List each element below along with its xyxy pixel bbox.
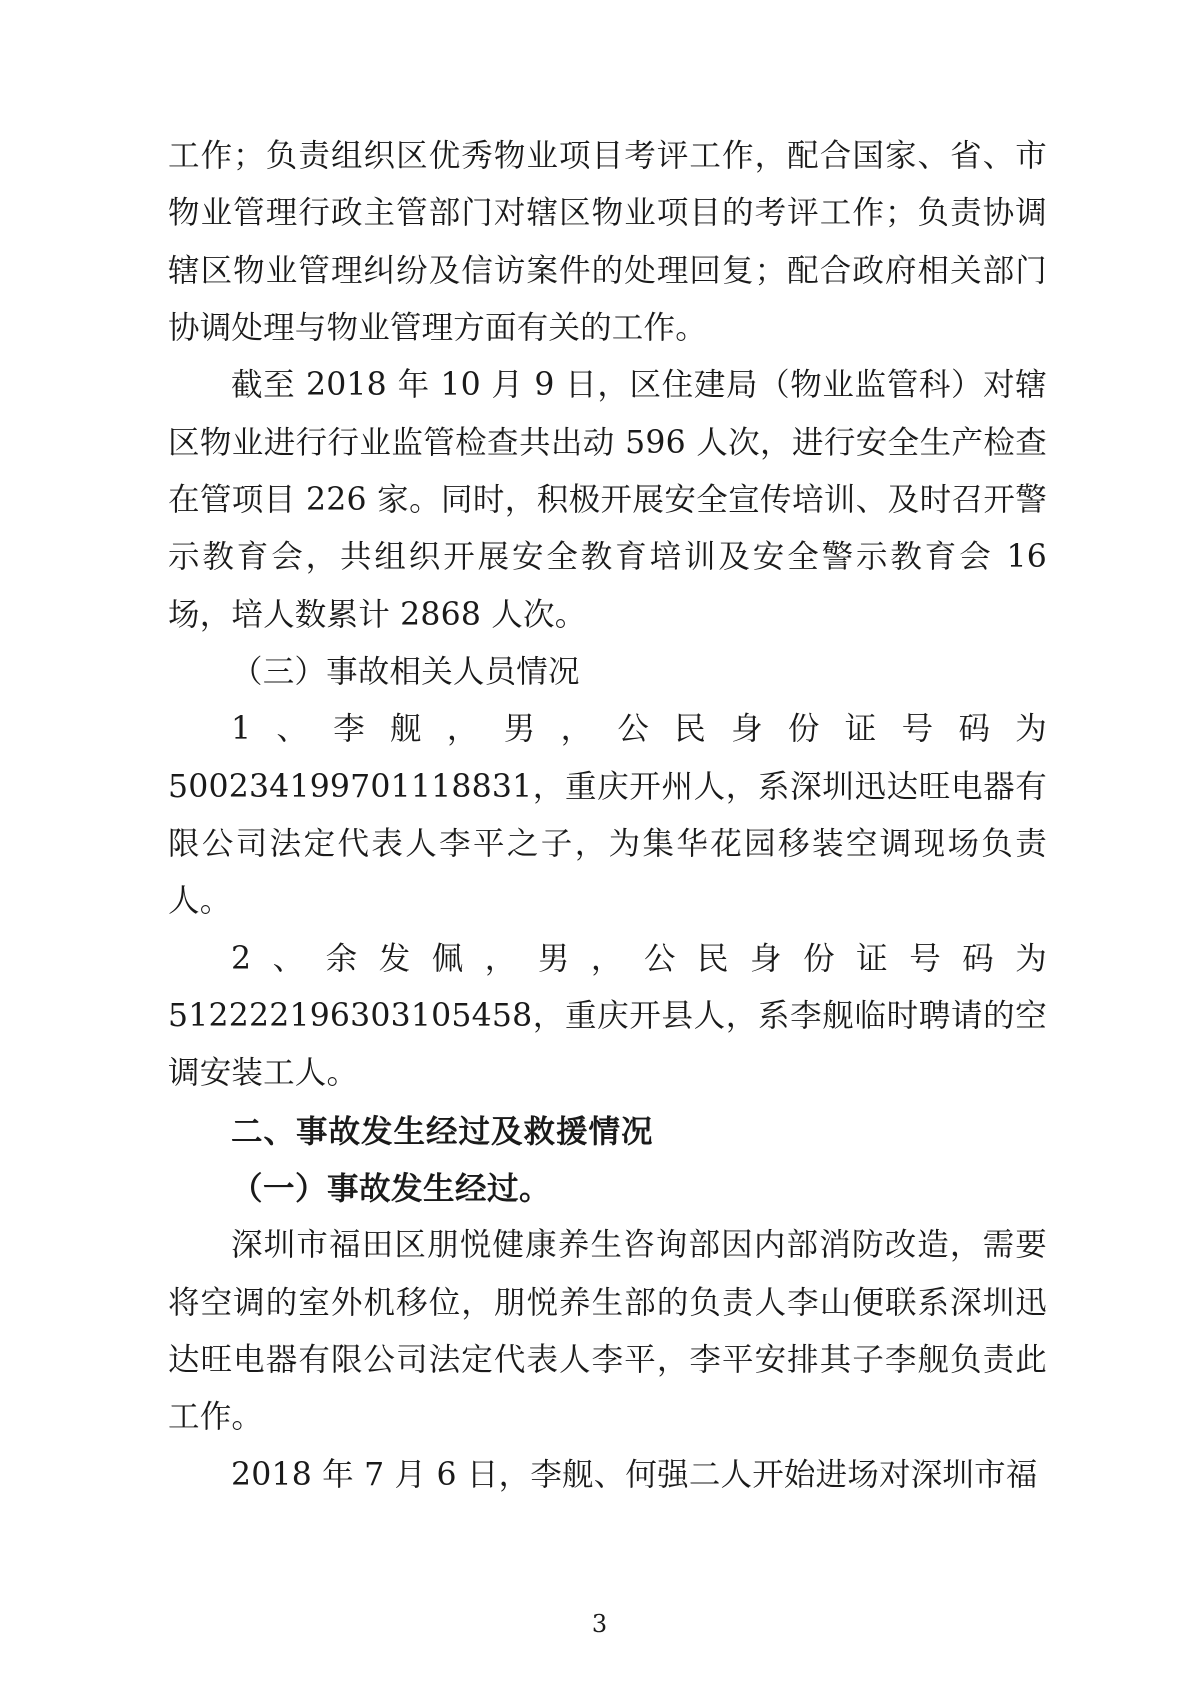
paragraph-accident-background: 深圳市福田区朋悦健康养生咨询部因内部消防改造，需要将空调的室外机移位，朋悦养生部的负责人李山便联系深圳迅达旺电器有限公司法定代表人李平，李平安排其子李舰负责此工作。 bbox=[168, 1227, 1047, 1436]
paragraph-person-1: 1、李舰，男，公民身份证号码为 500234199701118831，重庆开州人，系深圳迅达旺电器有限公司法定代表人李平之子，为集华花园移装空调现场负责人。 bbox=[168, 711, 1047, 920]
page-number: 3 bbox=[591, 1610, 608, 1638]
paragraph-supervision-statistics: 截至 2018 年 10 月 9 日，区住建局（物业监管科）对辖区物业进行行业监管检查共出动 596 人次，进行安全生产检查在管项目 226 家。同时，积极开展安全宣传培训、及时召开警示教育会，共组织开展安全教育培训及安全警示教育会 16 场，培人数累计 2868 人次。 bbox=[168, 367, 1047, 633]
paragraph-section-three-title: （三）事故相关人员情况 bbox=[231, 653, 580, 690]
document-body bbox=[168, 128, 1047, 1504]
subheading-section-two-one: （一）事故发生经过。 bbox=[231, 1169, 552, 1207]
heading-section-two: 二、事故发生经过及救援情况 bbox=[231, 1112, 654, 1150]
paragraph-duties-continued: 工作；负责组织区优秀物业项目考评工作，配合国家、省、市物业管理行政主管部门对辖区物业项目的考评工作；负责协调辖区物业管理纠纷及信访案件的处理回复；配合政府相关部门协调处理与物业管理方面有关的工作。 bbox=[168, 138, 1047, 346]
paragraph-accident-start: 2018 年 7 月 6 日，李舰、何强二人开始进场对深圳市福 bbox=[231, 1456, 1038, 1493]
paragraph-person-2: 2、余发佩，男，公民身份证号码为 512222196303105458，重庆开县人，系李舰临时聘请的空调安装工人。 bbox=[168, 940, 1047, 1092]
